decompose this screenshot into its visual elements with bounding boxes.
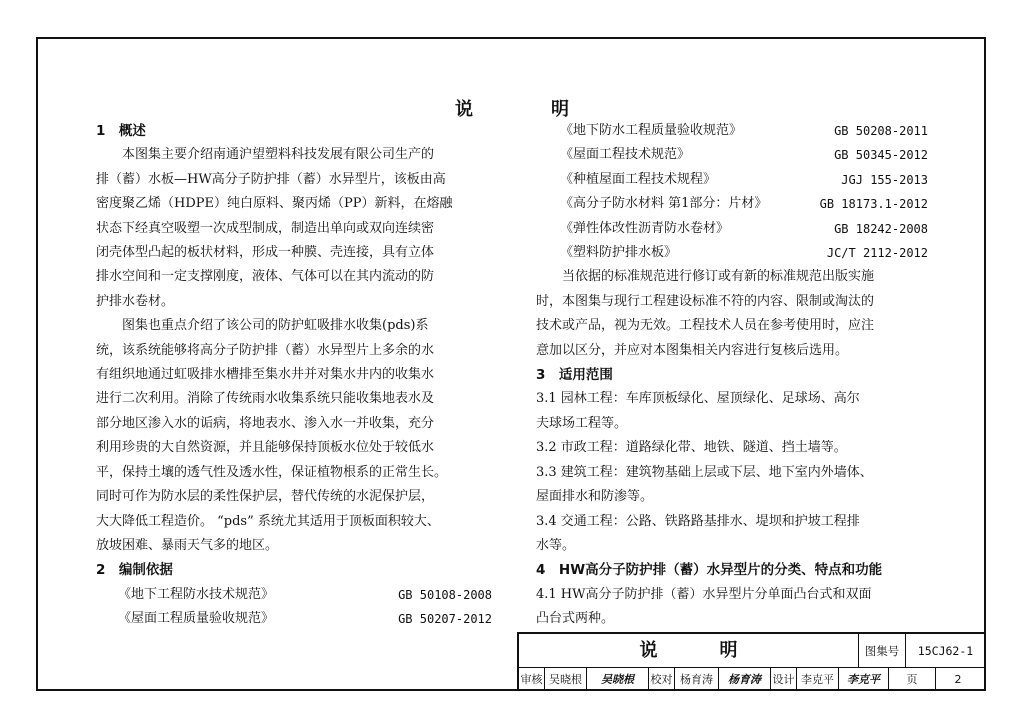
standard-row xyxy=(96,607,492,631)
text-line: 有组织地通过虹吸排水槽排至集水井并对集水井内的收集水 xyxy=(96,367,435,383)
scope-item-line: 水等。 xyxy=(536,537,576,553)
text-line: 意加以区分，并应对本图集相关内容进行复核后选用。 xyxy=(536,342,849,358)
standard-row xyxy=(536,119,932,143)
text-line: 图集也重点介绍了该公司的防护虹吸排水收集(pds)系 xyxy=(122,318,429,334)
text-line: 利用珍贵的大自然资源，并且能够保持顶板水位处于较低水 xyxy=(96,440,435,456)
standard-name: 《地下防水工程质量验收规范》 xyxy=(560,123,743,138)
design-label: 设计 xyxy=(771,668,797,691)
scope-item-line: 屋面排水和防渗等。 xyxy=(536,489,654,505)
standard-code: GB 50207-2012 xyxy=(398,612,492,627)
design-name: 李克平 xyxy=(797,668,839,691)
text-line: 本图集主要介绍南通沪望塑料科技发展有限公司生产的 xyxy=(122,147,435,163)
standard-name: 《屋面工程技术规范》 xyxy=(560,147,691,163)
standard-row xyxy=(536,168,932,192)
scope-item-line: 3.4 交通工程：公路、铁路路基排水、堤坝和护坡工程排 xyxy=(536,513,860,529)
text-line: 当依据的标准规范进行修订或有新的标准规范出版实施 xyxy=(562,269,875,285)
standard-code: JGJ 155-2013 xyxy=(841,172,928,187)
standard-name: 《弹性体改性沥青防水卷材》 xyxy=(560,220,730,236)
section-2-heading: 2 编制依据 xyxy=(96,562,173,579)
section-1-heading: 1 概述 xyxy=(96,123,146,139)
text-line: 技术或产品，视为无效。工程技术人员在参考使用时，应注 xyxy=(536,318,875,334)
atlas-number-label: 图集号 xyxy=(859,634,906,668)
standard-code: GB 50108-2008 xyxy=(398,587,492,602)
text-line: 护排水卷材。 xyxy=(96,293,175,309)
text-line: 排水空间和一定支撑刚度，液体、气体可以在其内流动的防 xyxy=(96,269,435,285)
atlas-number: 15CJ62-1 xyxy=(906,634,986,668)
standard-code: JC/T 2112-2012 xyxy=(826,246,928,261)
text-line: 大大降低工程造价。 “pds” 系统尤其适用于顶板面积较大、 xyxy=(96,513,440,529)
classification-item-line: 凸台式两种。 xyxy=(536,611,615,627)
standard-row xyxy=(96,583,492,607)
right-column xyxy=(536,119,932,632)
standard-row xyxy=(536,192,932,216)
text-line: 部分地区渗入水的诟病，将地表水、渗入水一并收集，充分 xyxy=(96,415,435,431)
section-4-heading: 4 HW高分子防护排（蓄）水异型片的分类、特点和功能 xyxy=(536,562,883,579)
classification-item-line: 4.1 HW高分子防护排（蓄）水异型片分单面凸台式和双面 xyxy=(536,586,872,602)
scope-item-line: 3.2 市政工程：道路绿化带、地铁、隧道、挡土墙等。 xyxy=(536,440,847,456)
standard-row xyxy=(536,143,932,167)
review-label: 审核 xyxy=(519,668,545,691)
scope-item-line: 3.1 园林工程：车库顶板绿化、屋顶绿化、足球场、高尔 xyxy=(536,391,860,407)
title-block xyxy=(517,632,986,691)
standard-name: 《塑料防护排水板》 xyxy=(560,245,678,261)
standard-name: 《地下工程防水技术规范》 xyxy=(118,586,275,602)
scope-item-line: 夫球场工程等。 xyxy=(536,415,628,431)
section-1-paragraph-1 xyxy=(96,143,492,314)
text-line: 同时可作为防水层的柔性保护层，替代传统的水泥保护层， xyxy=(96,489,435,505)
standard-code: GB 18242-2008 xyxy=(834,221,928,236)
standard-code: GB 50345-2012 xyxy=(834,148,928,163)
standard-row xyxy=(536,217,932,241)
revision-note xyxy=(536,265,932,363)
design-signature: 李克平 xyxy=(839,668,889,691)
section-1-paragraph-2 xyxy=(96,314,492,558)
review-name: 吴晓根 xyxy=(545,668,587,691)
text-line: 统，该系统能够将高分子防护排（蓄）水异型片上多余的水 xyxy=(96,342,435,358)
review-signature: 吴晓根 xyxy=(587,668,649,691)
text-line: 平，保持土壤的透气性及透水性，保证植物根系的正常生长。 xyxy=(96,464,448,480)
standard-name: 《屋面工程质量验收规范》 xyxy=(118,611,275,627)
check-signature: 杨育涛 xyxy=(719,668,771,691)
title-block-signatures xyxy=(519,668,986,691)
text-line: 进行二次利用。消除了传统雨水收集系统只能收集地表水及 xyxy=(96,391,435,407)
left-column xyxy=(96,119,492,632)
section-3-heading: 3 适用范围 xyxy=(536,367,613,384)
page-title: 说 明 xyxy=(455,99,599,120)
standard-code: GB 50208-2011 xyxy=(834,124,928,138)
standard-code: GB 18173.1-2012 xyxy=(819,197,928,212)
text-line: 状态下经真空吸塑一次成型制成，制造出单向或双向连续密 xyxy=(96,220,435,236)
text-line: 闭壳体型凸起的板状材料，形成一种膜、壳连接，具有立体 xyxy=(96,245,435,261)
check-label: 校对 xyxy=(649,668,675,691)
check-name: 杨育涛 xyxy=(675,668,719,691)
text-line: 排（蓄）水板—HW高分子防护排（蓄）水异型片，该板由高 xyxy=(96,171,446,187)
text-line: 密度聚乙烯（HDPE）纯白原料、聚丙烯（PP）新料，在熔融 xyxy=(96,196,453,212)
page-number: 2 xyxy=(954,673,962,686)
standard-name: 《种植屋面工程技术规程》 xyxy=(560,171,717,187)
page-label: 页 xyxy=(889,668,936,691)
text-line: 时，本图集与现行工程建设标准不符的内容、限制或淘汰的 xyxy=(536,293,875,309)
title-block-title: 说 明 xyxy=(519,634,859,668)
text-line: 放坡困难、暴雨天气多的地区。 xyxy=(96,537,279,553)
standard-row xyxy=(536,241,932,265)
scope-item-line: 3.3 建筑工程：建筑物基础上层或下层、地下室内外墙体、 xyxy=(536,464,873,480)
standard-name: 《高分子防水材料 第1部分：片材》 xyxy=(560,196,768,212)
